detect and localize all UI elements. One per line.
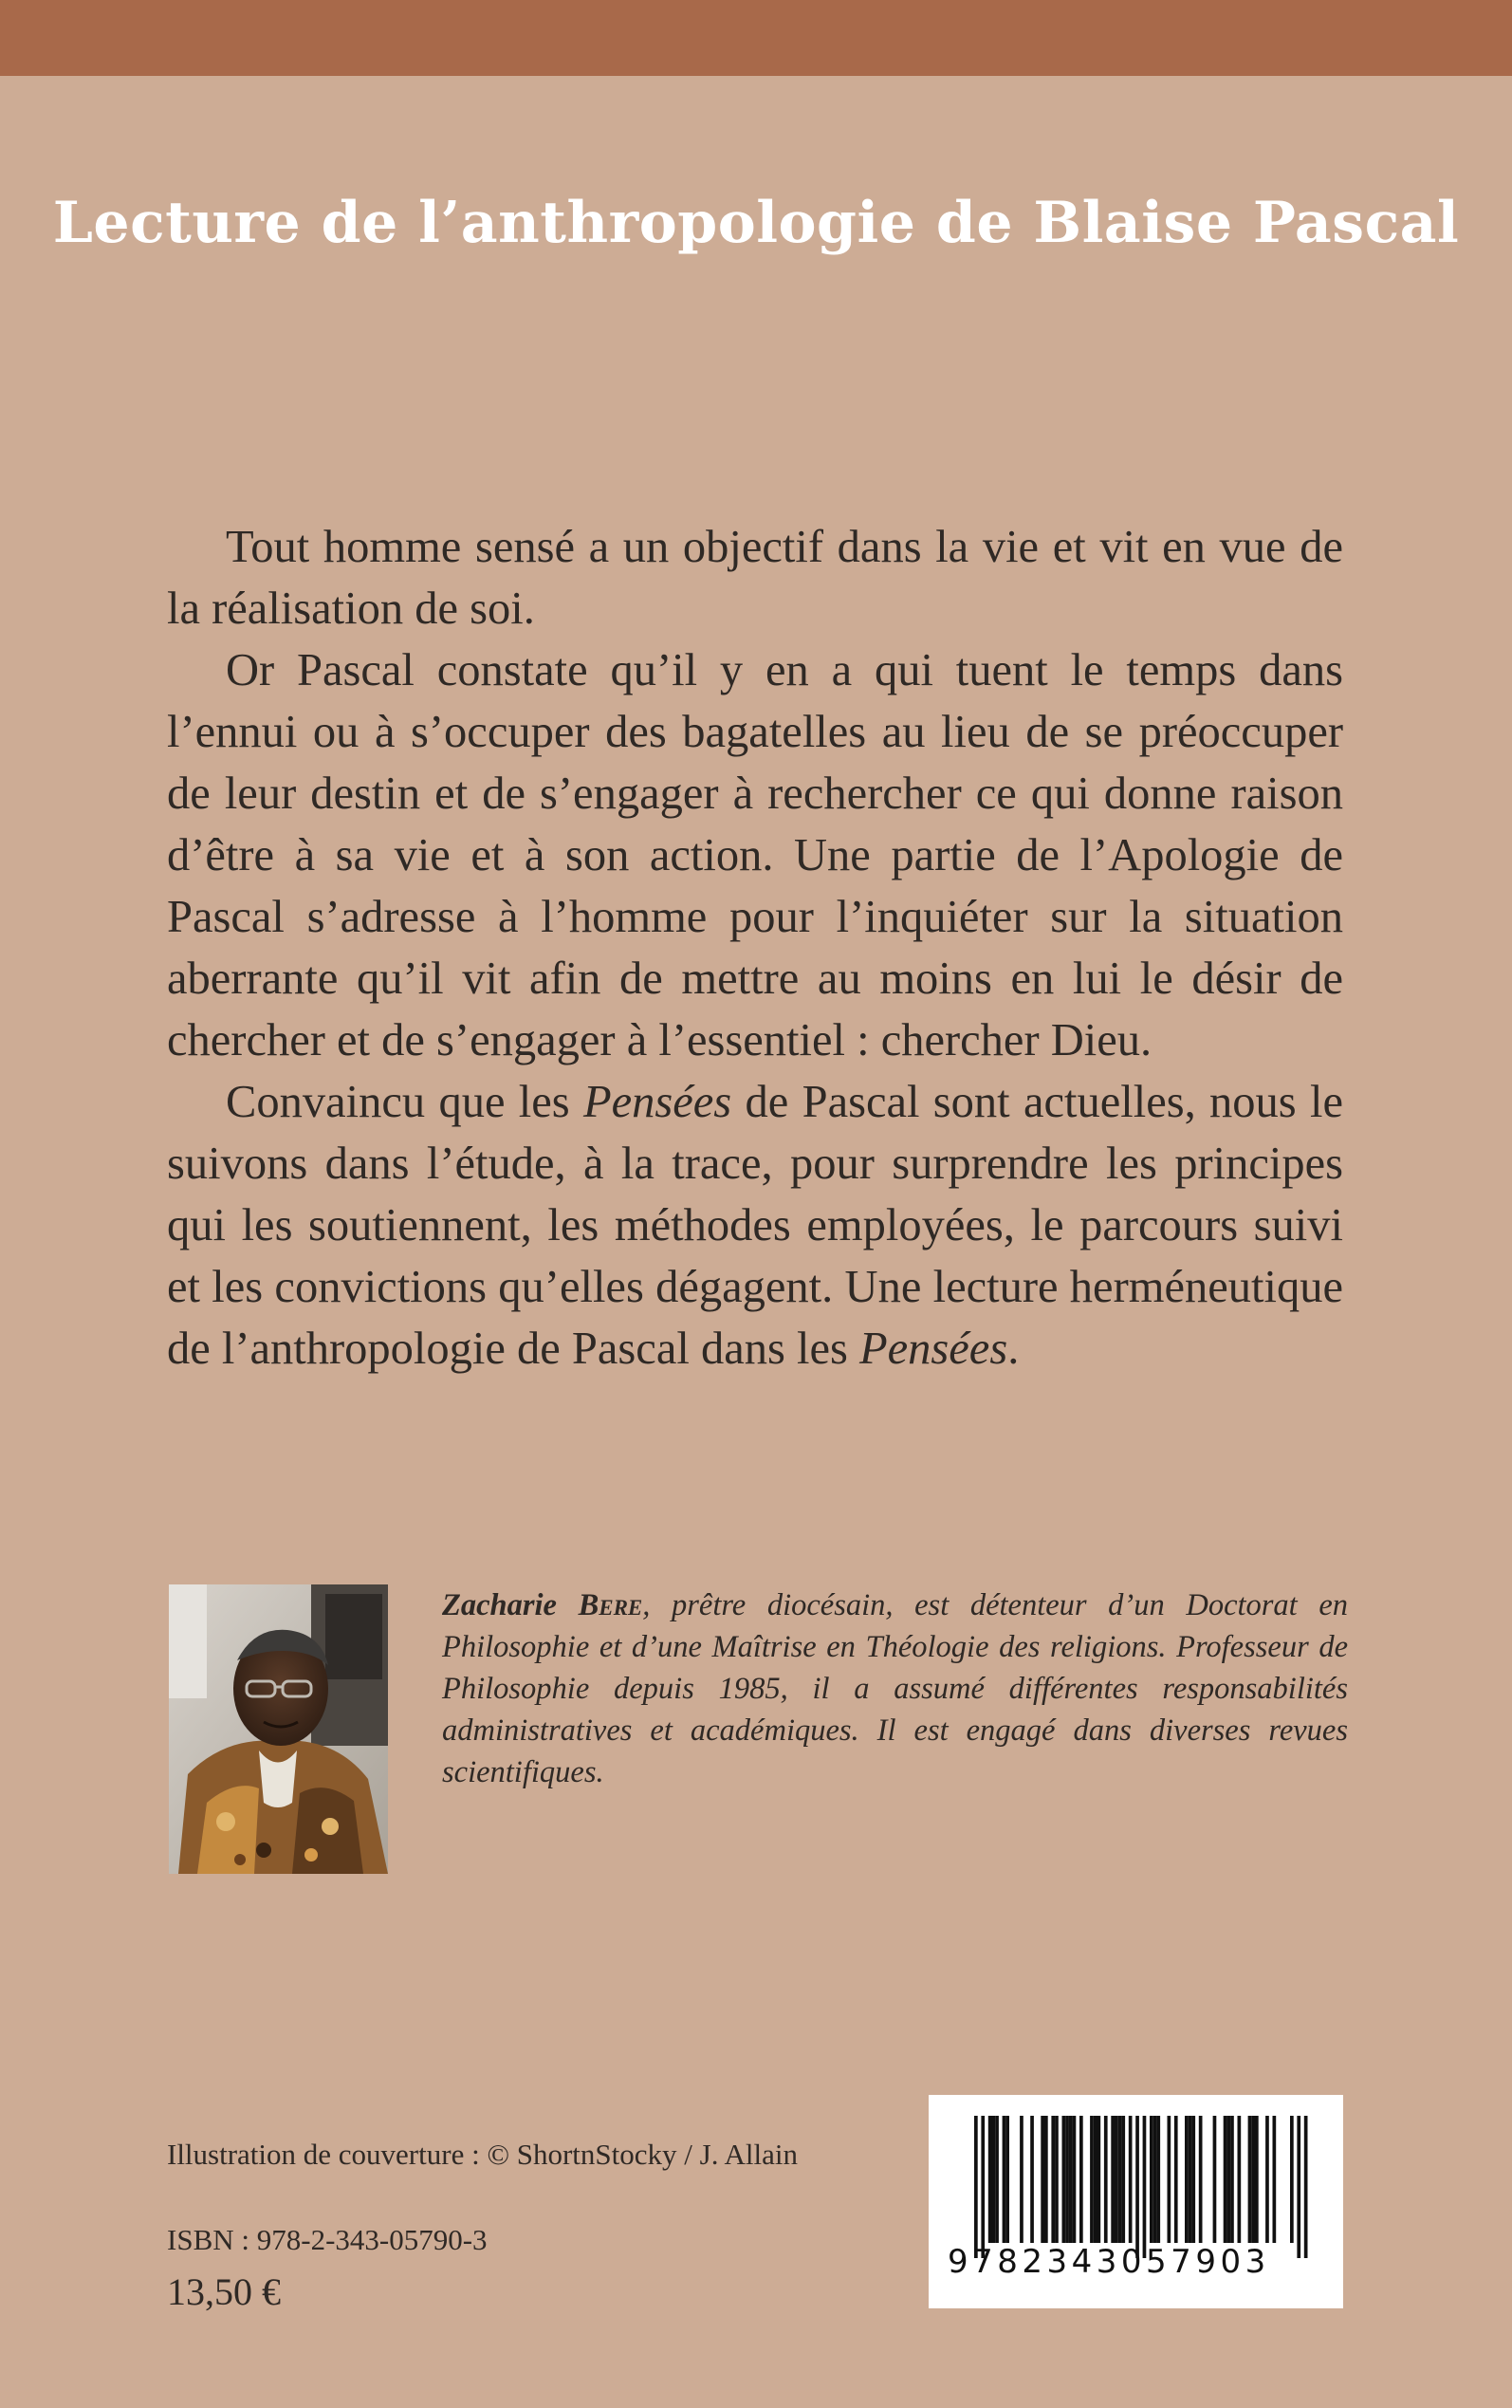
barcode-digits: 9782343057903 <box>948 2243 1270 2281</box>
book-blurb <box>167 516 1343 1380</box>
isbn: ISBN : 978-2-343-05790-3 <box>167 2223 488 2256</box>
barcode-bar <box>1062 2116 1066 2243</box>
author-first-name: Zacharie <box>442 1588 557 1622</box>
barcode-bar <box>992 2116 996 2243</box>
barcode-bar <box>1041 2116 1044 2243</box>
author-surname: Bere <box>578 1588 643 1622</box>
barcode-bar <box>1224 2116 1227 2243</box>
barcode-bar <box>1199 2116 1203 2243</box>
author-bio-text <box>442 1584 1348 1793</box>
cover-illustration-credit: Illustration de couverture : © ShortnStocky / J. Allain <box>167 2138 798 2171</box>
barcode-bar <box>1304 2116 1308 2258</box>
barcode-bar <box>981 2116 985 2258</box>
blurb-p3-text-end: . <box>1007 1324 1020 1374</box>
barcode-bar <box>1230 2116 1234 2243</box>
barcode-bar <box>1255 2116 1259 2243</box>
barcode-bar <box>1090 2116 1094 2243</box>
barcode-bar <box>1073 2116 1077 2243</box>
barcode-bar <box>1290 2116 1294 2243</box>
barcode-bar <box>1005 2116 1009 2243</box>
blurb-p3-text-middle: de Pascal sont actuelles, nous le suivons dans l’étude, à la trace, pour surprendre les principes qui les soutiennent, les méthodes employées, le parcours suivi et les convictions qu’elles dégagent. Une lecture herméneutique de l’anthropologie de Pascal dans les <box>167 1077 1343 1374</box>
barcode-bar <box>1174 2116 1178 2243</box>
barcode-bar <box>988 2116 992 2243</box>
barcode-bar <box>1185 2116 1189 2243</box>
blurb-p3-italic-title-end: Pensées <box>859 1324 1008 1374</box>
barcode-bar <box>1069 2116 1073 2243</box>
author-photo <box>169 1584 388 1874</box>
barcode-bar <box>1020 2116 1023 2243</box>
barcode-bar <box>1238 2116 1242 2243</box>
barcode-bar <box>1135 2116 1139 2258</box>
barcode-bar <box>1115 2116 1118 2243</box>
barcode-bar <box>1273 2116 1277 2243</box>
barcode-bar <box>1094 2116 1097 2243</box>
barcode-bar <box>1079 2116 1083 2243</box>
barcode-bar <box>1156 2116 1160 2243</box>
barcode-bar <box>1104 2116 1108 2243</box>
barcode-bar <box>1226 2116 1230 2243</box>
barcode-bar <box>1297 2116 1300 2258</box>
barcode-bar <box>1055 2116 1059 2243</box>
barcode-bar <box>1189 2116 1192 2243</box>
barcode-bar <box>1003 2116 1006 2243</box>
author-bio <box>442 1584 1348 1793</box>
barcode-bar <box>1213 2116 1217 2243</box>
barcode <box>929 2095 1343 2308</box>
barcode-bar <box>974 2116 978 2258</box>
barcode-bar <box>1150 2116 1153 2243</box>
blurb-paragraph-1: Tout homme sensé a un objectif dans la vie et vit en vue de la réalisation de soi. <box>167 522 1343 634</box>
blurb-paragraph-2: Or Pascal constate qu’il y en a qui tuent le temps dans l’ennui ou à s’occuper des bagatelles au lieu de se préoccuper de leur destin et de s’engager à rechercher ce qui donne raison d’être à sa vie et à son action. Une partie de l’Apologie de Pascal s’adresse à l’homme pour l’inquiéter sur la situation aberrante qu’il vit afin de mettre au moins en lui le désir de chercher et de s’engager à l’essentiel : chercher Dieu. <box>167 645 1343 1065</box>
barcode-bar <box>1111 2116 1115 2243</box>
blurb-paragraph-3 <box>167 1071 1343 1380</box>
price: 13,50 € <box>167 2270 281 2313</box>
barcode-bar <box>1097 2116 1101 2243</box>
barcode-bar <box>1129 2116 1133 2243</box>
barcode-bar <box>1030 2116 1034 2243</box>
barcode-bar <box>1191 2116 1195 2243</box>
barcode-bar <box>1153 2116 1157 2243</box>
top-color-band <box>0 0 1512 76</box>
barcode-bar <box>1118 2116 1122 2243</box>
author-bio-body: , prêtre diocésain, est détenteur d’un Doctorat en Philosophie et d’une Maîtrise en Théologie des religions. Professeur de Philosophie depuis 1985, il a assumé différentes responsabilités administratives et académiques. Il est engagé dans diverses revues scientifiques. <box>442 1588 1348 1789</box>
barcode-bar <box>1044 2116 1048 2243</box>
barcode-bar <box>1051 2116 1055 2243</box>
book-title: Lecture de l’anthropologie de Blaise Pascal <box>52 190 1460 256</box>
barcode-bar <box>995 2116 999 2243</box>
barcode-bar <box>1265 2116 1269 2243</box>
blurb-p3-italic-title: Pensées <box>582 1077 732 1127</box>
barcode-bar <box>1248 2116 1252 2243</box>
barcode-bar <box>1065 2116 1069 2243</box>
barcode-bar <box>1168 2116 1171 2243</box>
barcode-bar <box>1251 2116 1255 2243</box>
barcode-bar <box>1143 2116 1147 2258</box>
barcode-bar <box>1121 2116 1125 2243</box>
blurb-p3-text-start: Convaincu que les <box>226 1077 583 1127</box>
